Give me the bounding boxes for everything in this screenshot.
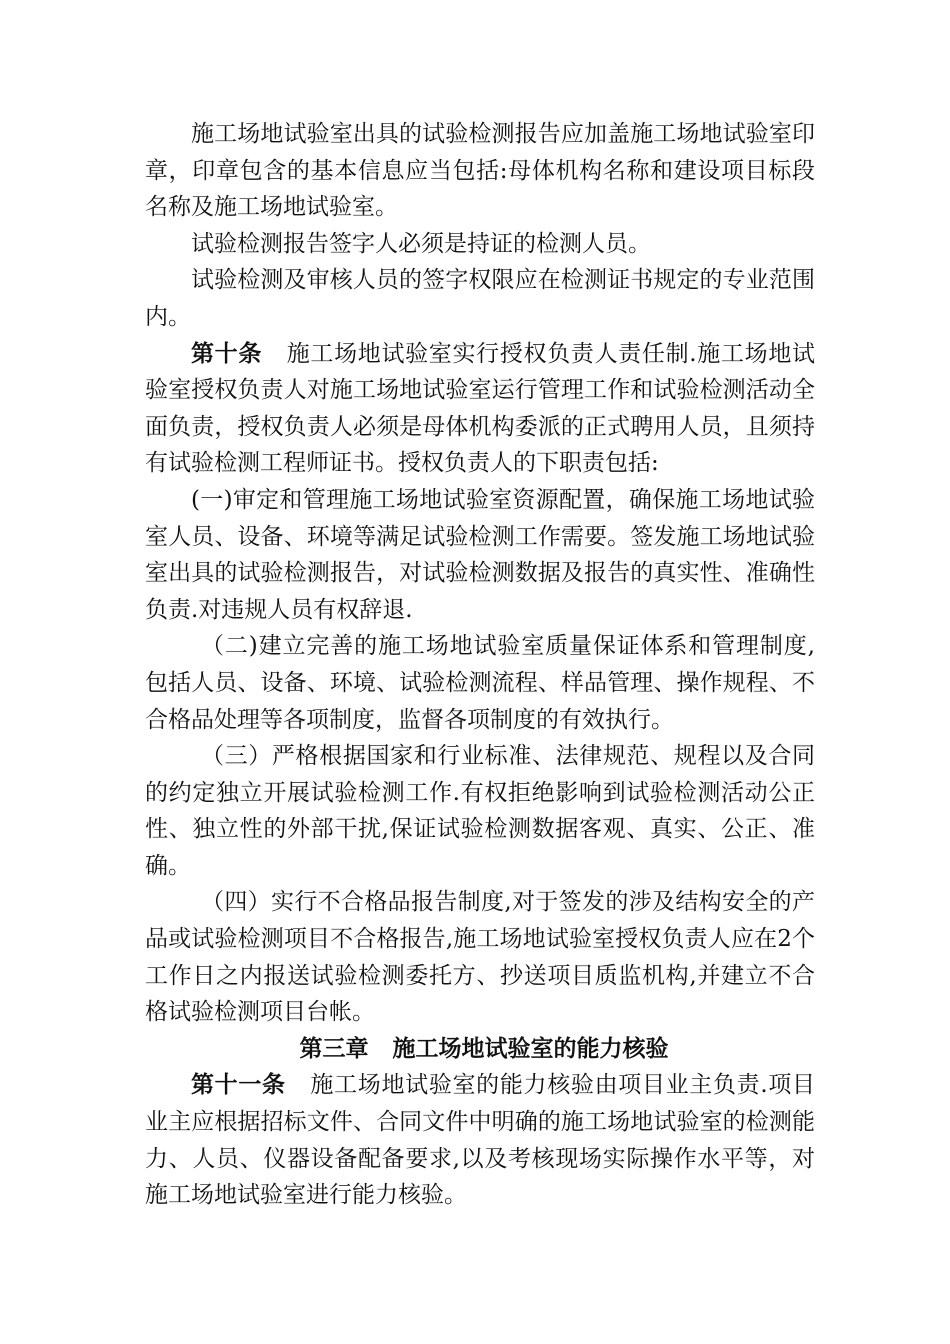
paragraph-seal-requirements: 施工场地试验室出具的试验检测报告应加盖施工场地试验室印章，印章包含的基本信息应当包括:母体机构名称和建设项目标段名称及施工场地试验室。 xyxy=(145,121,815,221)
chapter-number: 第三章 xyxy=(299,1034,369,1062)
paragraph-signature-scope: 试验检测及审核人员的签字权限应在检测证书规定的专业范围内。 xyxy=(145,267,815,330)
duty-item-3: （三）严格根据国家和行业标准、法律规范、规程以及合同的约定独立开展试验检测工作.有权拒绝影响到试验检测活动公正性、独立性的外部干扰,保证试验检测数据客观、真实、公正、准确。 xyxy=(145,743,815,879)
chapter-heading xyxy=(145,1031,815,1068)
chapter-title: 施工场地试验室的能力核验 xyxy=(392,1034,669,1062)
article-11-heading: 第十一条 xyxy=(191,1071,286,1099)
duty-item-2: （二)建立完善的施工场地试验室质量保证体系和管理制度,包括人员、设备、环境、试验检测流程、样品管理、操作规程、不合格品处理等各项制度，监督各项制度的有效执行。 xyxy=(145,633,815,733)
article-10-body: 施工场地试验室实行授权负责人责任制.施工场地试验室授权负责人对施工场地试验室运行管理工作和试验检测活动全面负责，授权负责人必须是母体机构委派的正式聘用人员，且须持有试验检测工程师证书。授权负责人的下职责包括: xyxy=(145,340,816,477)
article-10 xyxy=(145,336,815,482)
article-10-heading: 第十条 xyxy=(191,339,263,367)
article-11 xyxy=(145,1067,815,1213)
paragraph-signatory: 试验检测报告签字人必须是持证的检测人员。 xyxy=(191,230,651,257)
article-11-body: 施工场地试验室的能力核验由项目业主负责.项目业主应根据招标文件、合同文件中明确的施工场地试验室的检测能力、人员、仪器设备配备要求,以及考核现场实际操作水平等，对施工场地试验室进行能力核验。 xyxy=(145,1072,816,1209)
document-page xyxy=(145,116,815,1214)
duty-item-4: （四）实行不合格品报告制度,对于签发的涉及结构安全的产品或试验检测项目不合格报告,施工场地试验室授权负责人应在2个工作日之内报送试验检测委托方、抄送项目质监机构,并建立不合格试验检测项目台帐。 xyxy=(145,889,815,1026)
duty-item-1: (一)审定和管理施工场地试验室资源配置，确保施工场地试验室人员、设备、环境等满足试验检测工作需要。签发施工场地试验室出具的试验检测报告，对试验检测数据及报告的真实性、准确性负责.对违规人员有权辞退. xyxy=(145,486,815,623)
